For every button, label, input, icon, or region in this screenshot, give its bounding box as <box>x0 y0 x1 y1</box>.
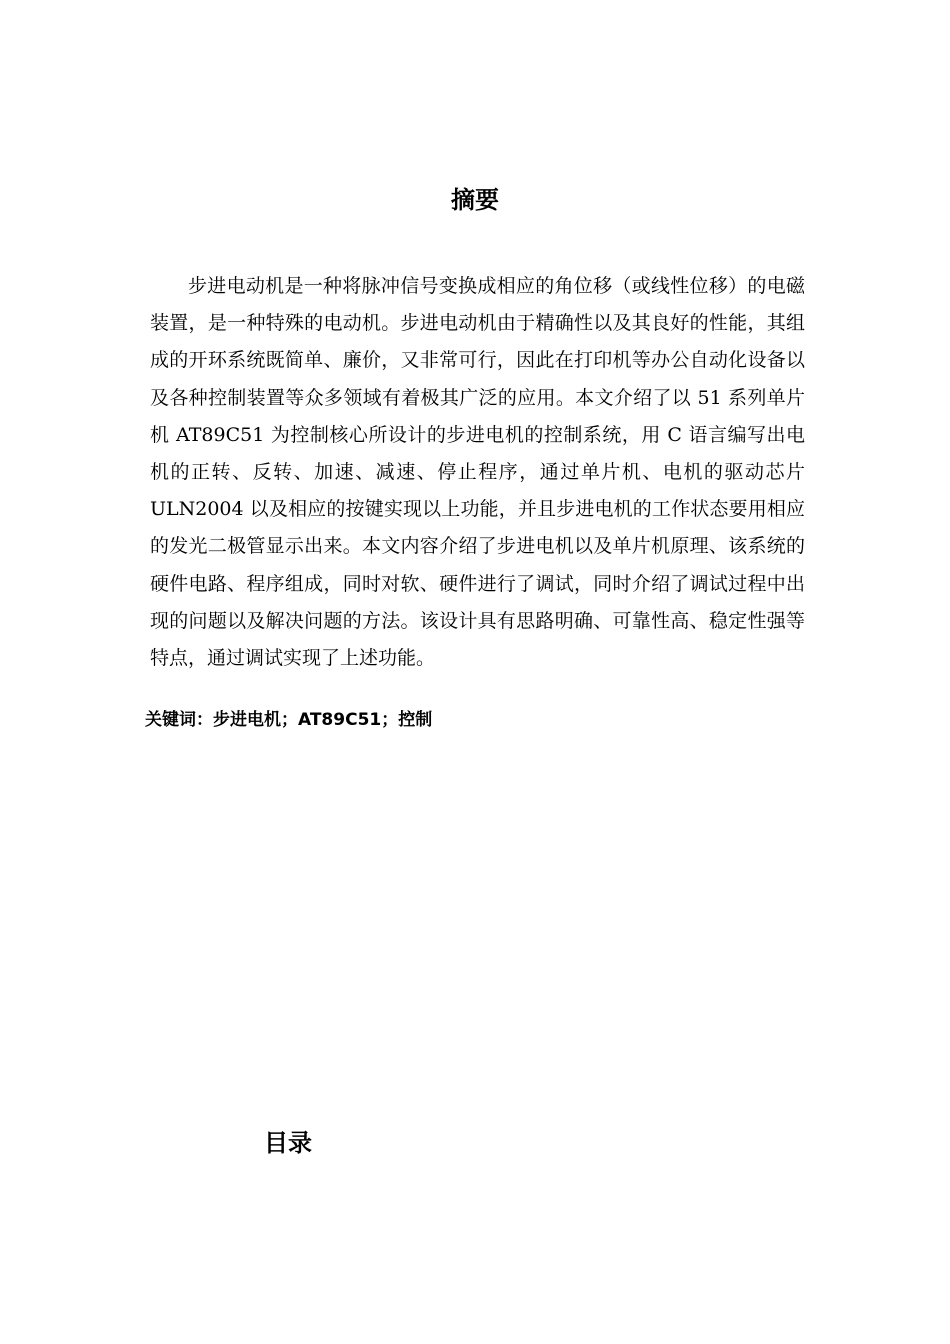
toc-title: 目录 <box>264 1129 312 1157</box>
keywords-line: 关键词：步进电机；AT89C51；控制 <box>145 710 433 730</box>
abstract-title: 摘要 <box>451 186 499 214</box>
abstract-body: 步进电动机是一种将脉冲信号变换成相应的角位移（或线性位移）的电磁装置，是一种特殊的电动机。步进电动机由于精确性以及其良好的性能，其组成的开环系统既简单、廉价，又非常可行，因此在打印机等办公自动化设备以及各种控制装置等众多领域有着极其广泛的应用。本文介绍了以 51 系列单片机 AT89C51 为控制核心所设计的步进电机的控制系统，用 C 语言编写出电机的正转、反转、加速、减速、停止程序，通过单片机、电机的驱动芯片 ULN2004 以及相应的按键实现以上功能，并且步进电机的工作状态要用相应的发光二极管显示出来。本文内容介绍了步进电机以及单片机原理、该系统的硬件电路、程序组成，同时对软、硬件进行了调试，同时介绍了调试过程中出现的问题以及解决问题的方法。该设计具有思路明确、可靠性高、稳定性强等特点，通过调试实现了上述功能。 <box>150 275 805 670</box>
